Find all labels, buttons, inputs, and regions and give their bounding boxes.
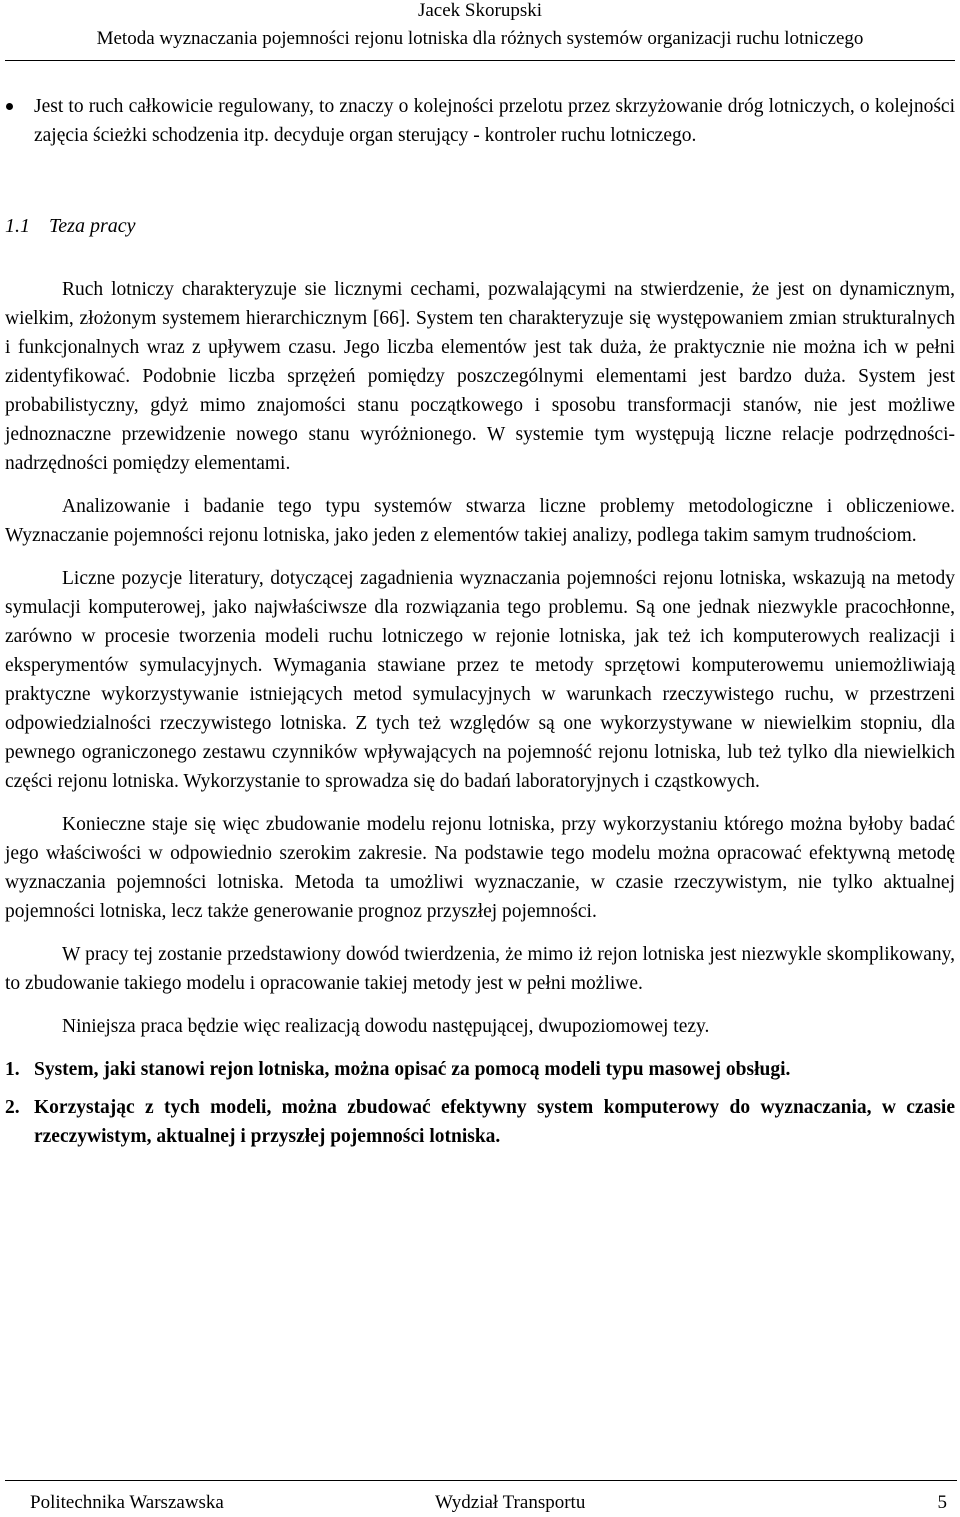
- paragraph: Analizowanie i badanie tego typu systemów stwarza liczne problemy metodologiczne i obliczeniowe. Wyznaczanie pojemności rejonu lotniska, jako jeden z elementów takiej analizy, podlega takim samym trudnościom.: [5, 496, 955, 546]
- thesis-item: [5, 1055, 955, 1084]
- paragraph: Liczne pozycje literatury, dotyczącej zagadnienia wyznaczania pojemności rejonu lotniska, wskazują na metody symulacji komputerowej, jako najwłaściwsze dla rozwiązania tego problemu. Są one jednak niezwykle pracochłonne, zarówno w procesie tworzenia modeli ruchu lotniczego w rejonie lotniska, jak też ich komputerowych realizacji i eksperymentów symulacyjnych. Wymagania stawiane przez te metody sprzętowi komputerowemu uniemożliwiają praktyczne wykorzystywanie istniejących metod symulacyjnych w warunkach rzeczywistego ruchu, w przestrzeni odpowiedzialności rzeczywistego lotniska. Z tych też względów są one wykorzystywane w niewielkim stopniu, dla pewnego ograniczonego zestawu czynników wpływających na pojemność rejonu lotniska, lub też tylko dla niewielkich części rejonu lotniska. Wykorzystanie to sprowadza się do badań laboratoryjnych i cząstkowych.: [5, 568, 955, 792]
- paragraph: Konieczne staje się więc zbudowanie modelu rejonu lotniska, przy wykorzystaniu którego można byłoby badać jego właściwości w odpowiednio szerokim zakresie. Na podstawie tego modelu można opracować efektywną metodę wyznaczania pojemności lotniska. Metoda ta umożliwi wyznaczanie, w czasie rzeczywistym, nie tylko aktualnej pojemności lotniska, lecz także generowanie prognoz przyszłej pojemności.: [5, 814, 955, 922]
- footer-university: Politechnika Warszawska: [30, 1492, 224, 1513]
- thesis-number: 2.: [5, 1097, 20, 1118]
- footer-divider: [5, 1480, 957, 1481]
- bullet-dot-icon: [6, 103, 13, 110]
- header-title: Metoda wyznaczania pojemności rejonu lotniska dla różnych systemów organizacji ruchu lotniczego: [96, 28, 864, 49]
- thesis-number: 1.: [5, 1059, 20, 1080]
- header-divider: [5, 60, 955, 61]
- bullet-list-item: [5, 92, 955, 150]
- paragraph: Ruch lotniczy charakteryzuje sie licznymi cechami, pozwalającymi na stwierdzenie, że jest on dynamicznym, wielkim, złożonym systemem hierarchicznym [66]. System ten charakteryzuje się występowaniem zmian strukturalnych i funkcjonalnych wraz z upływem czasu. Jego liczba elementów jest tak duża, że praktycznie nie można ich w pełni zidentyfikować. Podobnie liczba sprzężeń pomiędzy poszczególnymi elementami jest bardzo duża. System jest probabilistyczny, gdyż mimo znajomości stanu początkowego i sposobu transformacji stanów, nie jest możliwe jednoznaczne przewidzenie nowego stanu wyróżnionego. W systemie tym występują liczne relacje podrzędności-nadrzędności pomiędzy elementami.: [5, 279, 955, 474]
- thesis-text: Korzystając z tych modeli, można zbudować efektywny system komputerowy do wyznaczania, w czasie rzeczywistym, aktualnej i przyszłej pojemności lotniska.: [34, 1097, 955, 1147]
- bullet-text: Jest to ruch całkowicie regulowany, to znaczy o kolejności przelotu przez skrzyżowanie dróg lotniczych, o kolejności zajęcia ścieżki schodzenia itp. decyduje organ sterujący - kontroler ruchu lotniczego.: [34, 96, 955, 146]
- thesis-item: [5, 1093, 955, 1151]
- page-number: 5: [937, 1492, 947, 1513]
- footer-faculty: Wydział Transportu: [435, 1492, 586, 1513]
- thesis-list: [5, 1055, 955, 1151]
- header-author: Jacek Skorupski: [417, 0, 542, 21]
- page-body: [5, 92, 955, 1160]
- section-number: 1.1: [5, 215, 30, 237]
- thesis-text: System, jaki stanowi rejon lotniska, można opisać za pomocą modeli typu masowej obsługi.: [34, 1059, 791, 1080]
- section-title: Teza pracy: [49, 215, 136, 237]
- page-header: [0, 0, 960, 50]
- paragraph: W pracy tej zostanie przedstawiony dowód twierdzenia, że mimo iż rejon lotniska jest niezwykle skomplikowany, to zbudowanie takiego modelu i opracowanie takiej metody jest w pełni możliwe.: [5, 944, 955, 994]
- section-heading: [5, 212, 955, 241]
- paragraph: Niniejsza praca będzie więc realizacją dowodu następującej, dwupoziomowej tezy.: [62, 1016, 710, 1037]
